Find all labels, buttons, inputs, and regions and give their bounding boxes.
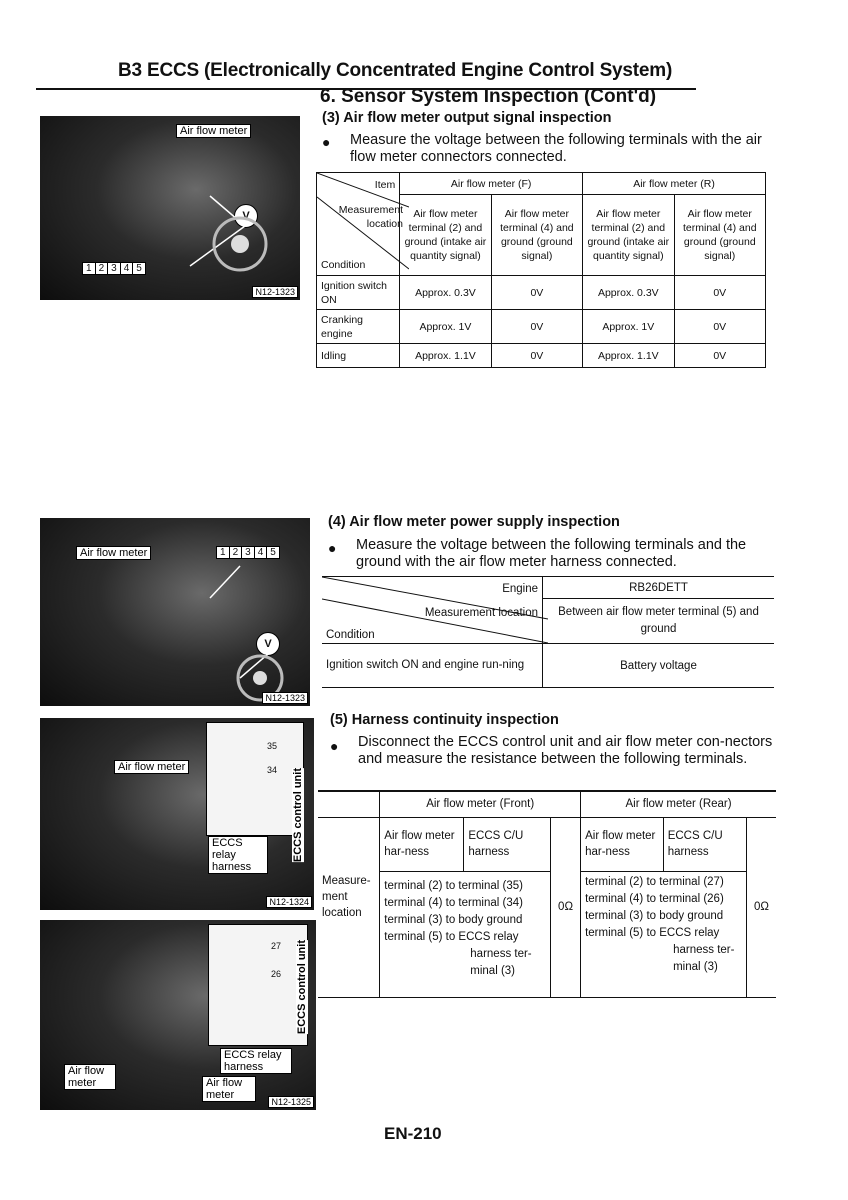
- part5-photo-front: [40, 718, 314, 910]
- section-title: 6. Sensor System Inspection (Cont'd): [320, 86, 657, 107]
- column-header: Air flow meter terminal (2) and ground (intake air quantity signal): [583, 195, 674, 276]
- value-cell: 0V: [674, 276, 765, 310]
- photo-label-air-flow-meter: Air flow meter: [114, 760, 189, 774]
- page-number: EN-210: [384, 1124, 442, 1143]
- rear-terminal-list: [581, 871, 747, 997]
- value-cell: Approx. 1V: [583, 310, 674, 344]
- value-cell: Approx. 1.1V: [400, 344, 491, 368]
- table-corner-cell: [317, 173, 403, 276]
- table-row: [317, 310, 766, 344]
- ohm-rear: 0Ω: [746, 817, 776, 997]
- part5-instruction: Disconnect the ECCS control unit and air flow meter con-nectors and measure the resistance between the following terminals.: [358, 734, 773, 767]
- value-cell: 0V: [674, 310, 765, 344]
- air-flow-meter-core: [253, 671, 267, 685]
- table-corner-cell: [322, 577, 543, 644]
- part5-title: (5) Harness continuity inspection: [330, 712, 559, 728]
- part4-instruction: Measure the voltage between the following terminals and the ground with the air flow meter harness connected.: [356, 537, 747, 570]
- voltmeter-icon: V: [256, 632, 280, 656]
- group-header-front: Air flow meter (Front): [380, 791, 581, 817]
- photo-label-air-flow-meter: Air flow meter: [64, 1064, 116, 1090]
- ecu-label: ECCS control unit: [292, 768, 304, 863]
- air-flow-meter-core: [231, 235, 249, 253]
- value-cell: Approx. 0.3V: [583, 276, 674, 310]
- group-header-f: Air flow meter (F): [400, 173, 583, 195]
- terminal-line: harness ter-: [470, 947, 532, 960]
- connector-pin: 5: [136, 263, 142, 274]
- corner-item-label: Item: [374, 179, 396, 191]
- probe-lines: [40, 518, 310, 706]
- terminal-line: terminal (3) to body ground: [585, 909, 724, 922]
- ecu-pin-label: 27: [271, 941, 282, 951]
- corner-condition-label: Condition: [321, 259, 366, 271]
- part3-photo: [40, 116, 300, 300]
- value-cell: 0V: [491, 310, 582, 344]
- front-terminal-list: [380, 871, 551, 997]
- value-cell: 0V: [491, 276, 582, 310]
- part3-instruction: Measure the voltage between the following terminals with the air flow meter connectors connected.: [350, 132, 762, 165]
- terminal-line: terminal (4) to terminal (34): [384, 896, 523, 909]
- table-row: [317, 344, 766, 368]
- connector-pin: 2: [230, 547, 243, 558]
- value-cell: 0V: [491, 344, 582, 368]
- terminal-line: minal (3): [470, 964, 516, 977]
- photo-label-air-flow-meter: Air flow meter: [202, 1076, 256, 1102]
- connector-pin: 4: [255, 547, 268, 558]
- terminal-line: terminal (5) to ECCS relay: [384, 930, 519, 943]
- connector-pin: 2: [96, 263, 109, 274]
- photo-code: N12-1323: [262, 692, 308, 704]
- connector-pin: 3: [108, 263, 121, 274]
- corner-condition-label: Condition: [326, 629, 375, 641]
- value-cell: 0V: [674, 344, 765, 368]
- corner-measurement-label: Measurement location: [424, 607, 538, 619]
- part5-photo-rear: [40, 920, 316, 1110]
- connector-pin: 3: [242, 547, 255, 558]
- ecu-harness-header: ECCS C/U harness: [663, 817, 746, 871]
- page-header-title: B3 ECCS (Electronically Concentrated Engine Control System): [118, 60, 673, 81]
- column-header: Air flow meter terminal (4) and ground (ground signal): [491, 195, 582, 276]
- measurement-location-label: Measure-ment location: [318, 871, 380, 997]
- probe-lines: [40, 116, 300, 300]
- ecu-pin-label: 34: [267, 765, 278, 775]
- part4-voltage-table: [322, 576, 774, 688]
- photo-label-air-flow-meter: Air flow meter: [176, 124, 251, 138]
- terminal-line: minal (3): [673, 960, 718, 973]
- connector-pin: 5: [270, 547, 276, 558]
- terminal-line: terminal (5) to ECCS relay: [585, 926, 720, 939]
- ecu-connector-diagram: [208, 924, 308, 1046]
- terminal-line: harness ter-: [673, 943, 735, 956]
- photo-code: N12-1324: [266, 896, 312, 908]
- value-cell: Battery voltage: [543, 644, 775, 688]
- group-header-rear: Air flow meter (Rear): [581, 791, 776, 817]
- afm-harness-header: Air flow meter har-ness: [380, 817, 464, 871]
- terminal-line: terminal (3) to body ground: [384, 913, 523, 926]
- connector-pin: 1: [83, 263, 96, 274]
- ecu-harness-header: ECCS C/U harness: [464, 817, 551, 871]
- photo-label-air-flow-meter: Air flow meter: [76, 546, 151, 560]
- condition-cell: Cranking engine: [317, 310, 400, 344]
- value-cell: Approx. 1.1V: [583, 344, 674, 368]
- relay-harness-label: ECCS relay harness: [220, 1048, 292, 1074]
- bullet-icon: ●: [322, 134, 331, 150]
- column-header: Air flow meter terminal (2) and ground (intake air quantity signal): [400, 195, 491, 276]
- afm-harness-header: Air flow meter har-ness: [581, 817, 664, 871]
- part3-title: (3) Air flow meter output signal inspection: [322, 110, 612, 126]
- condition-cell: Ignition switch ON: [317, 276, 400, 310]
- voltmeter-icon: V: [234, 204, 258, 228]
- part4-title: (4) Air flow meter power supply inspection: [328, 514, 620, 530]
- bullet-icon: ●: [330, 738, 339, 754]
- table-row: [322, 644, 774, 688]
- bullet-icon: ●: [328, 540, 337, 556]
- table-row: [317, 276, 766, 310]
- column-header: Air flow meter terminal (4) and ground (ground signal): [674, 195, 765, 276]
- value-cell: Approx. 0.3V: [400, 276, 491, 310]
- connector-pin: 4: [121, 263, 134, 274]
- ohm-front: 0Ω: [551, 817, 581, 997]
- terminal-line: terminal (2) to terminal (27): [585, 875, 724, 888]
- terminal-line: terminal (2) to terminal (35): [384, 879, 523, 892]
- ecu-pin-label: 35: [267, 741, 278, 751]
- condition-cell: Ignition switch ON and engine run-ning: [322, 644, 543, 688]
- photo-code: N12-1325: [268, 1096, 314, 1108]
- relay-harness-label: ECCS relay harness: [208, 836, 268, 874]
- part4-photo: [40, 518, 310, 706]
- group-header-r: Air flow meter (R): [583, 173, 766, 195]
- corner-engine-label: Engine: [502, 583, 538, 595]
- part3-voltage-table: [316, 172, 766, 368]
- value-cell: Approx. 1V: [400, 310, 491, 344]
- engine-cell: RB26DETT: [543, 577, 775, 599]
- corner-measurement-label: Measurement location: [338, 204, 403, 230]
- part5-continuity-table: [318, 790, 776, 998]
- location-cell: Between air flow meter terminal (5) and ground: [543, 599, 775, 644]
- ecu-connector-diagram: [206, 722, 304, 836]
- terminal-line: terminal (4) to terminal (26): [585, 892, 724, 905]
- condition-cell: Idling: [317, 344, 400, 368]
- connector-pin: 1: [217, 547, 230, 558]
- ecu-pin-label: 26: [271, 969, 282, 979]
- photo-code: N12-1323: [252, 286, 298, 298]
- ecu-label: ECCS control unit: [296, 940, 308, 1035]
